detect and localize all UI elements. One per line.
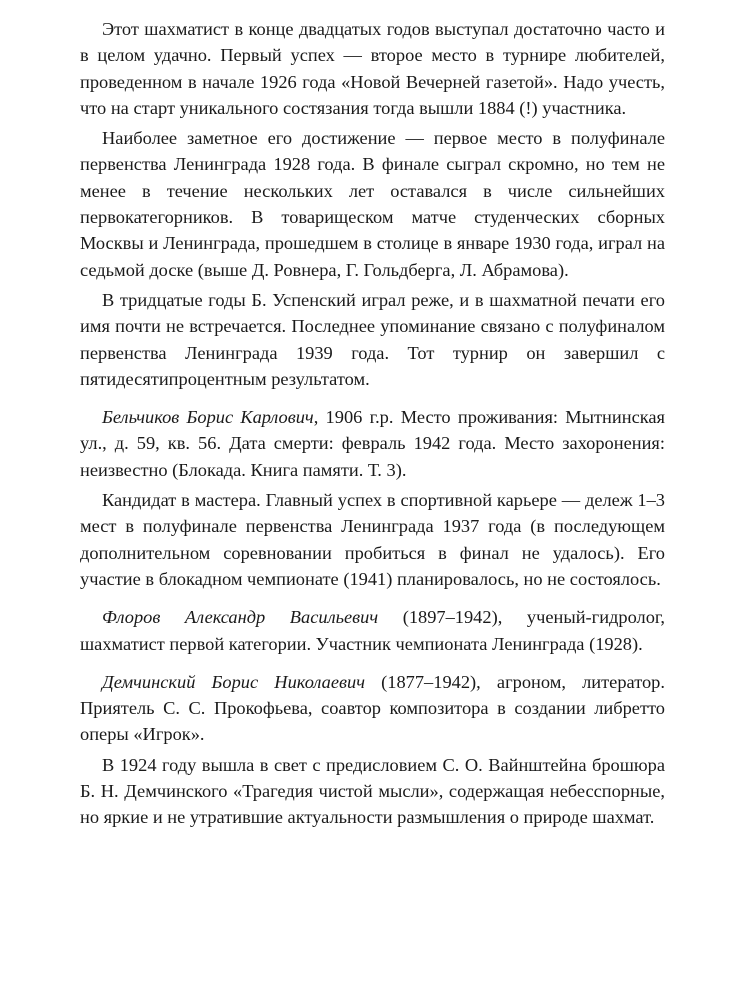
entry-demchinsky <box>80 669 665 748</box>
document-page <box>80 16 665 831</box>
entry-text: (1877–1942), агроном, литератор. Приятель С. С. Прокофьева, соавтор композитора в создании либретто оперы «Игрок». <box>80 671 665 745</box>
person-name: Бельчиков Борис Карлович <box>102 407 314 428</box>
entry-text: (1897–1942), ученый-гидролог, шахматист первой категории. Участник чемпионата Ленинграда (1928). <box>80 607 665 654</box>
person-name: Демчинский Борис Николаевич <box>102 671 365 692</box>
paragraph-3 <box>80 287 665 392</box>
paragraph-2 <box>80 125 665 283</box>
entry-belchikov <box>80 404 665 483</box>
entry-text: , 1906 г.р. Место проживания: Мытнинская ул., д. 59, кв. 56. Дата смерти: февраль 1942 года. Место захоронения: неизвестно (Блокада. Книга памяти. Т. 3). <box>80 407 666 480</box>
paragraph-5 <box>80 487 665 592</box>
entry-florov <box>80 604 665 657</box>
paragraph-text: Кандидат в мастера. Главный успех в спортивной карьере — дележ 1–3 мест в полуфинале первенства Ленинграда 1937 года (в последующем дополнительном соревновании пробиться в финал не удалось). Его участие в блокадном чемпионате (1941) планировалось, но не состоялось. <box>80 490 665 589</box>
paragraph-text: В 1924 году вышла в свет с предисловием С. О. Вайнштейна брошюра Б. Н. Демчинского «Трагедия чистой мысли», содержащая небесспорные, но яркие и не утратившие актуальности размышления о природе шахмат. <box>80 754 665 828</box>
paragraph-text: Этот шахматист в конце двадцатых годов выступал достаточно часто и в целом удачно. Первый успех — второе место в турнире любителей, проведенном в начале 1926 года «Новой Вечерней газетой». Надо учесть, что на старт уникального состязания тогда вышли 1884 (!) участника. <box>80 19 665 118</box>
person-name: Флоров Александр Васильевич <box>102 607 379 628</box>
paragraph-text: Наиболее заметное его достижение — первое место в полуфинале первенства Ленинграда 1928 года. В финале сыграл скромно, но тем не менее в течение нескольких лет оставался в числе сильнейших первокатегорников. В товарищеском матче студенческих сборных Москвы и Ленинграда, прошедшем в столице в январе 1930 года, играл на седьмой доске (выше Д. Ровнера, Г. Гольдберга, Л. Абрамова). <box>80 128 665 280</box>
paragraph-8 <box>80 752 665 831</box>
paragraph-1 <box>80 16 665 121</box>
paragraph-text: В тридцатые годы Б. Успенский играл реже, и в шахматной печати его имя почти не встречается. Последнее упоминание связано с полуфиналом первенства Ленинграда 1939 года. Тот турнир он завершил с пятидесятипроцентным результатом. <box>80 289 665 389</box>
